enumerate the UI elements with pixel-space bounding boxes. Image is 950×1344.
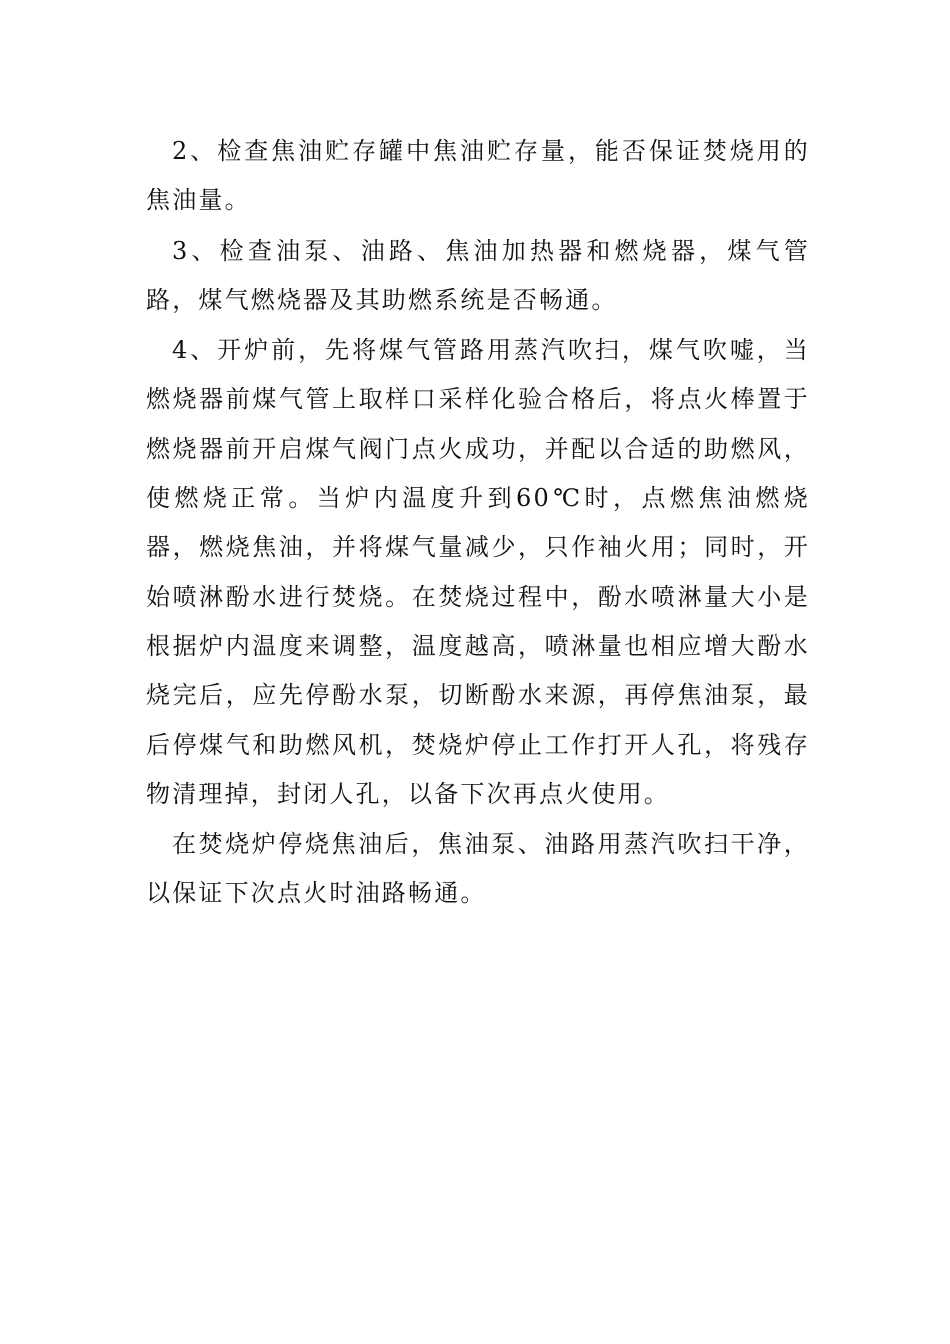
paragraph-step-4: 4、开炉前，先将煤气管路用蒸汽吹扫，煤气吹嘘，当燃烧器前煤气管上取样口采样化验合格后，将点火棒置于燃烧器前开启煤气阀门点火成功，并配以合适的助燃风，使燃烧正常。当炉内温度升到60℃时，点燃焦油燃烧器，燃烧焦油，并将煤气量减少，只作袖火用；同时，开始喷淋酚水进行焚烧。在焚烧过程中，酚水喷淋量大小是根据炉内温度来调整，温度越高，喷淋量也相应增大酚水烧完后，应先停酚水泵，切断酚水来源，再停焦油泵，最后停煤气和助燃风机，焚烧炉停止工作打开人孔，将残存物清理掉，封闭人孔，以备下次再点火使用。	[146, 336, 810, 808]
document-body	[146, 127, 810, 920]
paragraph-step-3: 3、检查油泵、油路、焦油加热器和燃烧器，煤气管路，煤气燃烧器及其助燃系统是否畅通。	[146, 236, 810, 314]
paragraph-step-2: 2、检查焦油贮存罐中焦油贮存量，能否保证焚烧用的焦油量。	[146, 137, 810, 215]
paragraph-after-shutdown: 在焚烧炉停烧焦油后，焦油泵、油路用蒸汽吹扫干净，以保证下次点火时油路畅通。	[146, 830, 810, 908]
